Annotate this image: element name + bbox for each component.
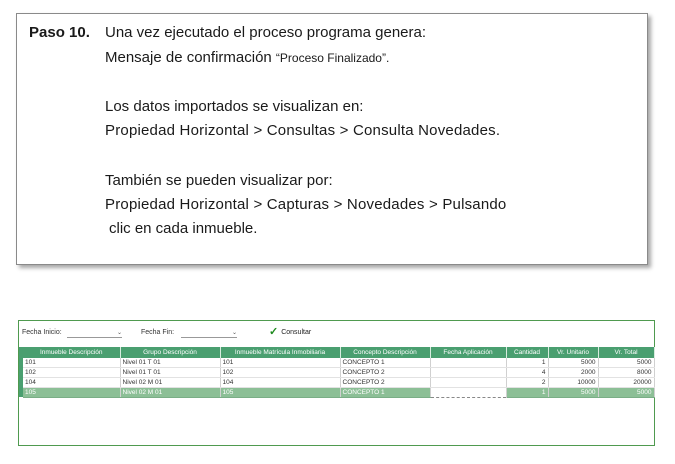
fecha-fin-input[interactable] xyxy=(181,328,237,338)
chevron-down-icon[interactable]: ⌄ xyxy=(231,330,237,336)
instruction-path-capturas: Propiedad Horizontal > Capturas > Novedades > Pulsando xyxy=(105,196,507,213)
cell-grupo: Nivel 01 T 01 xyxy=(120,368,220,378)
cell-inmueble: 104 xyxy=(23,378,120,388)
fecha-inicio-input[interactable] xyxy=(67,328,122,338)
cell-total: 5000 xyxy=(598,388,654,398)
cell-concepto: CONCEPTO 1 xyxy=(340,388,430,398)
cell-concepto: CONCEPTO 1 xyxy=(340,358,430,368)
instruction-line-7: clic en cada inmueble. xyxy=(109,220,258,237)
filter-bar xyxy=(19,327,654,341)
cell-fecha[interactable] xyxy=(430,378,506,388)
consultar-label: Consultar xyxy=(281,328,312,336)
column-header[interactable]: Vr. Total xyxy=(598,347,654,358)
instruction-line-2 xyxy=(105,49,389,66)
cell-matricula: 101 xyxy=(220,358,340,368)
cell-grupo: Nivel 02 M 01 xyxy=(120,378,220,388)
cell-cantidad: 2 xyxy=(506,378,548,388)
instruction-line-2-prefix: Mensaje de confirmación xyxy=(105,49,276,66)
cell-inmueble: 105 xyxy=(23,388,120,398)
cell-total: 20000 xyxy=(598,378,654,388)
instruction-line-1: Una vez ejecutado el proceso programa genera: xyxy=(105,24,427,41)
cell-matricula: 105 xyxy=(220,388,340,398)
cell-matricula: 104 xyxy=(220,378,340,388)
cell-grupo: Nivel 01 T 01 xyxy=(120,358,220,368)
cell-unitario: 5000 xyxy=(548,358,598,368)
cell-concepto: CONCEPTO 2 xyxy=(340,378,430,388)
cell-unitario: 5000 xyxy=(548,388,598,398)
confirmation-message-quote: “Proceso Finalizado”. xyxy=(275,51,390,65)
table-row[interactable] xyxy=(23,358,654,368)
table-row-selected[interactable] xyxy=(23,388,654,398)
cell-fecha[interactable] xyxy=(430,358,506,368)
consulta-novedades-panel xyxy=(18,320,655,446)
cell-grupo: Nivel 02 M 01 xyxy=(120,388,220,398)
cell-unitario: 10000 xyxy=(548,378,598,388)
chevron-down-icon[interactable]: ⌄ xyxy=(116,330,122,336)
column-header[interactable]: Cantidad xyxy=(506,347,548,358)
novedades-table xyxy=(23,347,655,398)
consultar-button[interactable] xyxy=(269,327,311,337)
column-header[interactable]: Grupo Descripción xyxy=(120,347,220,358)
cell-concepto: CONCEPTO 2 xyxy=(340,368,430,378)
cell-matricula: 102 xyxy=(220,368,340,378)
cell-total: 8000 xyxy=(598,368,654,378)
column-header[interactable]: Inmueble Matrícula Inmobiliaria xyxy=(220,347,340,358)
checkmark-icon: ✓ xyxy=(269,326,279,338)
instruction-path-consultas: Propiedad Horizontal > Consultas > Consulta Novedades. xyxy=(105,122,501,139)
cell-cantidad: 1 xyxy=(506,388,548,398)
instruction-line-3: Los datos importados se visualizan en: xyxy=(105,98,364,115)
cell-inmueble: 101 xyxy=(23,358,120,368)
fecha-fin-label: Fecha Fin: xyxy=(141,329,175,336)
column-header[interactable]: Fecha Aplicación xyxy=(430,347,506,358)
column-header[interactable]: Vr. Unitario xyxy=(548,347,598,358)
cell-inmueble: 102 xyxy=(23,368,120,378)
step-label: Paso 10. xyxy=(29,24,90,41)
cell-cantidad: 4 xyxy=(506,368,548,378)
cell-fecha[interactable] xyxy=(430,368,506,378)
table-row[interactable] xyxy=(23,368,654,378)
table-row[interactable] xyxy=(23,378,654,388)
cell-fecha-editing[interactable] xyxy=(430,388,506,398)
column-header[interactable]: Inmueble Descripción xyxy=(23,347,120,358)
cell-cantidad: 1 xyxy=(506,358,548,368)
table-header-row xyxy=(23,347,654,358)
fecha-inicio-label: Fecha Inicio: xyxy=(22,329,62,336)
cell-unitario: 2000 xyxy=(548,368,598,378)
column-header[interactable]: Concepto Descripción xyxy=(340,347,430,358)
instruction-line-5: También se pueden visualizar por: xyxy=(105,172,333,189)
cell-total: 5000 xyxy=(598,358,654,368)
instruction-box xyxy=(16,13,648,265)
